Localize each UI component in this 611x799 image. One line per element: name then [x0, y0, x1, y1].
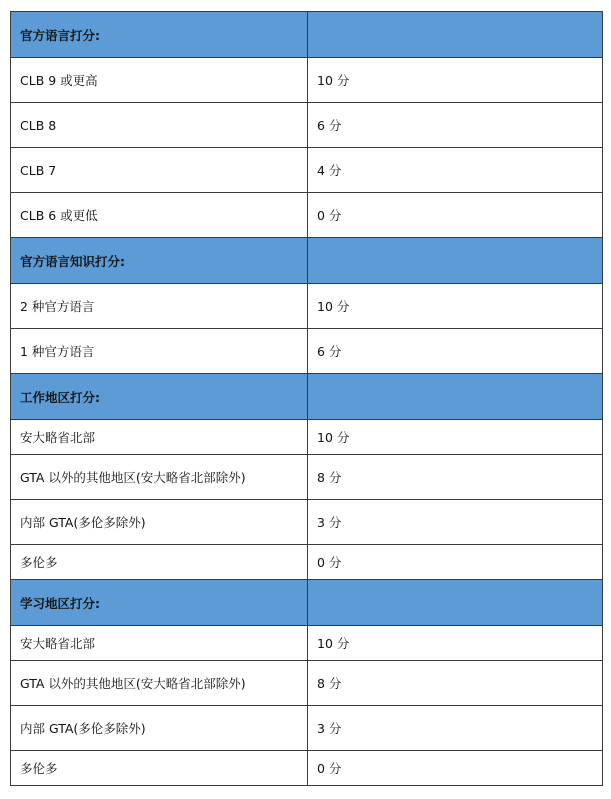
row-score: 8 分 [308, 661, 603, 706]
row-score: 0 分 [308, 545, 603, 580]
table-row [11, 58, 603, 103]
table-row [11, 706, 603, 751]
section-title: 官方语言知识打分: [11, 238, 308, 284]
row-score: 0 分 [308, 193, 603, 238]
table-row [11, 626, 603, 661]
row-score: 8 分 [308, 455, 603, 500]
row-score: 10 分 [308, 284, 603, 329]
table-row [11, 103, 603, 148]
section-header-empty [308, 580, 603, 626]
row-score: 6 分 [308, 329, 603, 374]
row-score: 6 分 [308, 103, 603, 148]
table-row [11, 193, 603, 238]
row-label: 安大略省北部 [11, 626, 308, 661]
row-label: CLB 9 或更高 [11, 58, 308, 103]
table-row [11, 500, 603, 545]
row-label: 安大略省北部 [11, 420, 308, 455]
row-label: GTA 以外的其他地区(安大略省北部除外) [11, 455, 308, 500]
row-label: 多伦多 [11, 545, 308, 580]
row-label: 内部 GTA(多伦多除外) [11, 500, 308, 545]
table-row [11, 545, 603, 580]
row-score: 10 分 [308, 58, 603, 103]
row-label: 多伦多 [11, 751, 308, 786]
table-row [11, 661, 603, 706]
row-score: 10 分 [308, 420, 603, 455]
table-row [11, 751, 603, 786]
table-row [11, 455, 603, 500]
score-table [10, 11, 603, 786]
row-score: 4 分 [308, 148, 603, 193]
row-label: CLB 7 [11, 148, 308, 193]
row-score: 3 分 [308, 706, 603, 751]
section-header-language-knowledge [11, 238, 603, 284]
row-score: 3 分 [308, 500, 603, 545]
row-label: 内部 GTA(多伦多除外) [11, 706, 308, 751]
section-title: 工作地区打分: [11, 374, 308, 420]
row-label: CLB 8 [11, 103, 308, 148]
row-label: 1 种官方语言 [11, 329, 308, 374]
section-title: 学习地区打分: [11, 580, 308, 626]
section-header-study-region [11, 580, 603, 626]
section-header-empty [308, 12, 603, 58]
table-row [11, 148, 603, 193]
section-header-empty [308, 374, 603, 420]
section-title: 官方语言打分: [11, 12, 308, 58]
row-score: 10 分 [308, 626, 603, 661]
table-row [11, 420, 603, 455]
table-row [11, 284, 603, 329]
table-row [11, 329, 603, 374]
section-header-language [11, 12, 603, 58]
row-label: CLB 6 或更低 [11, 193, 308, 238]
row-label: GTA 以外的其他地区(安大略省北部除外) [11, 661, 308, 706]
row-score: 0 分 [308, 751, 603, 786]
section-header-work-region [11, 374, 603, 420]
row-label: 2 种官方语言 [11, 284, 308, 329]
section-header-empty [308, 238, 603, 284]
